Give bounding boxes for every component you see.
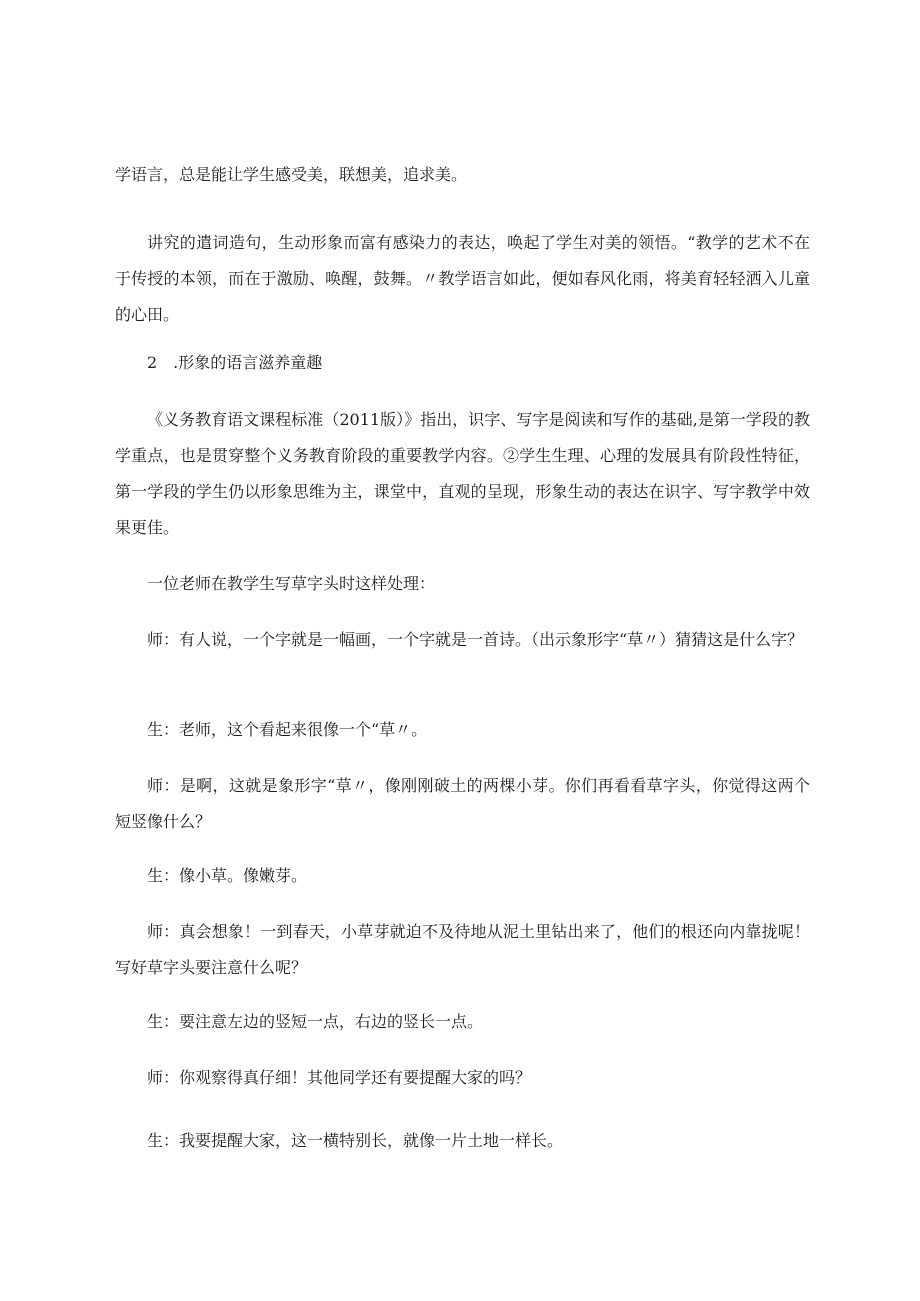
dialogue-teacher-1: 师：有人说，一个字就是一幅画，一个字就是一首诗。（出示象形字“草〃）猜猜这是什么字？ (147, 630, 804, 649)
dialogue-student-3: 生：要注意左边的竖短一点，右边的竖长一点。 (147, 1012, 484, 1031)
paragraph-curriculum-standard: 《义务教育语文课程标准（2011版）》指出，识字、写字是阅读和写作的基础,是第一学段的教学重点，也是贯穿整个义务教育阶段的重要教学内容。②学生生理、心理的发展具有阶段性特征，第一学段的学生仍以形象思维为主，课堂中，直观的呈现，形象生动的表达在识字、写字教学中效果更佳。 (115, 410, 810, 537)
paragraph-teacher-example-intro: 一位老师在教学生写草字头时这样处理： (147, 574, 436, 593)
dialogue-student-4: 生：我要提醒大家，这一横特别长，就像一片土地一样长。 (147, 1131, 564, 1150)
dialogue-student-2: 生：像小草。像嫩芽。 (147, 866, 308, 885)
section-heading: 2 .形象的语言滋养童趣 (147, 353, 323, 372)
dialogue-teacher-4: 师：你观察得真仔细！其他同学还有要提醒大家的吗？ (147, 1068, 532, 1087)
paragraph-language-aesthetics: 讲究的遣词造句，生动形象而富有感染力的表达，唤起了学生对美的领悟。“教学的艺术不在于传授的本领，而在于激励、唤醒，鼓舞。〃教学语言如此，便如春风化雨，将美育轻轻洒入儿童的心田。 (115, 233, 810, 324)
dialogue-teacher-3: 师：真会想象！一到春天，小草芽就迫不及待地从泥土里钻出来了，他们的根还向内靠拢呢！写好草字头要注意什么呢？ (115, 922, 810, 977)
paragraph-continuation: 学语言，总是能让学生感受美，联想美，追求美。 (115, 165, 468, 184)
dialogue-teacher-2: 师：是啊，这就是象形字“草〃，像刚刚破土的两棵小芽。你们再看看草字头，你觉得这两个短竖像什么？ (115, 776, 810, 831)
dialogue-student-1: 生：老师，这个看起来很像一个“草〃。 (147, 720, 428, 739)
